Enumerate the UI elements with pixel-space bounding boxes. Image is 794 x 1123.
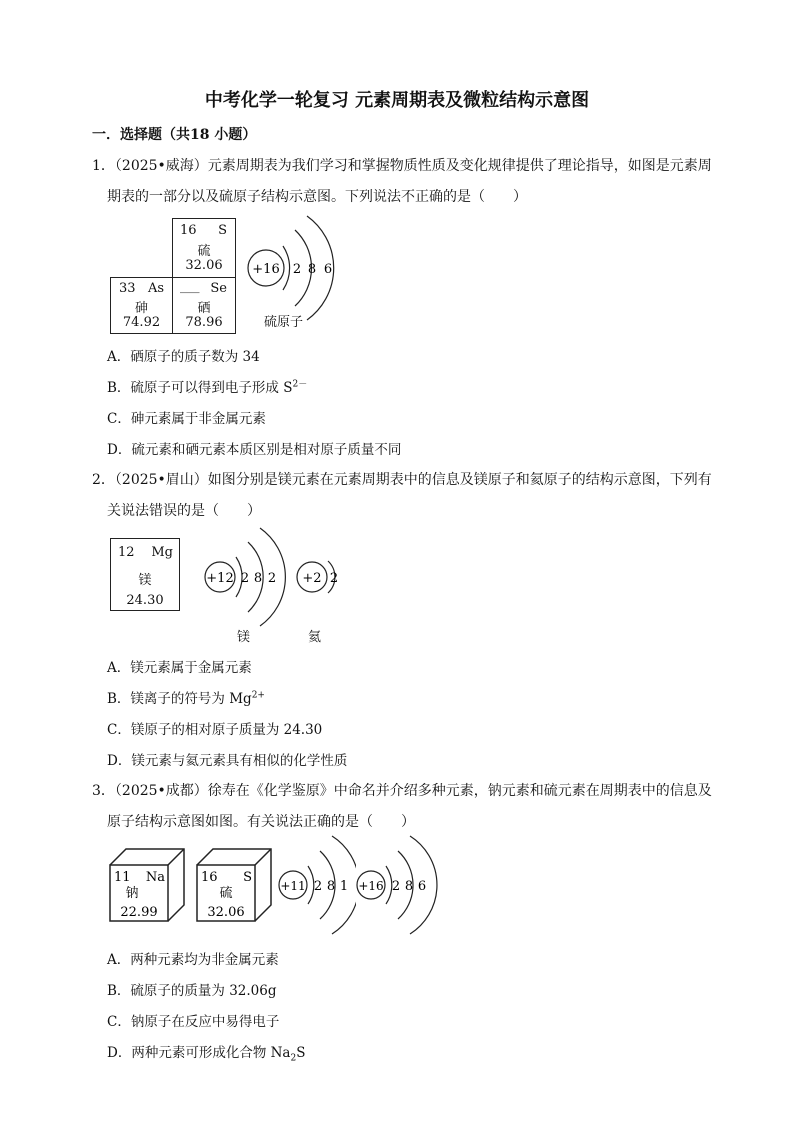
shell-electron-count: 2 xyxy=(240,571,250,586)
element-name: 硫 xyxy=(219,886,233,901)
element-name: 钠 xyxy=(125,886,139,901)
element-symbol: S xyxy=(243,870,252,885)
element-name: 硒 xyxy=(197,301,211,316)
q1-stem-line2: 期表的一部分以及硫原子结构示意图。下列说法不正确的是（ ） xyxy=(107,189,527,205)
q2-option-d: D．镁元素与氦元素具有相似的化学性质 xyxy=(107,753,348,769)
q3-option-a: A．两种元素均为非金属元素 xyxy=(107,952,279,968)
mg-label: 镁 xyxy=(237,630,251,645)
page-title: 中考化学一轮复习 元素周期表及微粒结构示意图 xyxy=(204,90,590,111)
atomic-mass: 78.96 xyxy=(185,315,223,330)
shell-electron-count: 6 xyxy=(417,879,427,894)
atomic-mass: 32.06 xyxy=(185,258,223,273)
sulfur-atom-diagram xyxy=(240,208,340,328)
element-symbol: S xyxy=(218,223,227,238)
element-cell-se xyxy=(172,277,236,334)
q1-option-d: D．硫元素和硒元素本质区别是相对原子质量不同 xyxy=(107,442,402,458)
element-symbol: As xyxy=(147,281,164,296)
atomic-number: 33 xyxy=(119,281,136,296)
element-name: 砷 xyxy=(134,301,148,316)
element-cube-s xyxy=(195,843,275,927)
shell-electron-count: 2 xyxy=(267,571,277,586)
atomic-mass: 22.99 xyxy=(120,905,158,920)
shell-electron-count: 8 xyxy=(404,879,414,894)
atomic-number-blank: ___ xyxy=(180,279,200,294)
shell-electron-count: 8 xyxy=(326,879,336,894)
q2-stem-line1: 2．（2025•眉山）如图分别是镁元素在元素周期表中的信息及镁原子和氦原子的结构示意图，下列有 xyxy=(92,472,712,488)
atomic-mass: 74.92 xyxy=(122,315,161,330)
element-symbol: Na xyxy=(145,870,165,885)
shell-electron-count: 8 xyxy=(307,262,317,277)
q2-option-b: B．镁离子的符号为 $Mg^{2+}$ xyxy=(107,690,265,707)
helium-atom-diagram xyxy=(292,552,342,604)
magnesium-atom-diagram xyxy=(200,524,290,634)
element-cell-as xyxy=(110,277,173,334)
element-cube-na xyxy=(108,843,188,927)
shell-electron-count: 2 xyxy=(391,879,401,894)
atomic-number: 11 xyxy=(114,870,131,885)
he-label: 氦 xyxy=(308,630,322,645)
atomic-number: 16 xyxy=(201,870,218,885)
q2-stem-line2: 关说法错误的是（ ） xyxy=(107,503,261,519)
q2-option-a: A．镁元素属于金属元素 xyxy=(107,660,252,676)
element-name: 镁 xyxy=(138,573,152,588)
element-cell-s xyxy=(172,218,236,278)
q3-stem-line2: 原子结构示意图如图。有关说法正确的是（ ） xyxy=(107,814,415,830)
nucleus-charge: +16 xyxy=(252,262,280,277)
element-cell-mg xyxy=(110,538,180,611)
section-header: 一．选择题（共18 小题） xyxy=(92,127,257,143)
element-name: 硫 xyxy=(197,244,211,259)
shell-electron-count: 6 xyxy=(323,262,333,277)
sulfur-atom-diagram xyxy=(354,832,438,938)
q3-option-c: C．钠原子在反应中易得电子 xyxy=(107,1014,280,1030)
nucleus-charge: +12 xyxy=(206,571,234,586)
sodium-atom-diagram xyxy=(276,832,356,938)
q1-option-c: C．砷元素属于非金属元素 xyxy=(107,411,266,427)
q1-option-b: B．硫原子可以得到电子形成 $S^{2-}$ xyxy=(107,379,308,396)
q3-option-b: B．硫原子的质量为 32.06g xyxy=(107,983,277,999)
element-symbol: Mg xyxy=(151,545,173,560)
shell-electron-count: 2 xyxy=(292,262,302,277)
nucleus-charge: +11 xyxy=(280,879,306,893)
shell-electron-count: 2 xyxy=(313,879,323,894)
atom-label: 硫原子 xyxy=(264,315,304,330)
atomic-number: 12 xyxy=(118,545,135,560)
nucleus-charge: +16 xyxy=(358,879,384,893)
atomic-number: 16 xyxy=(180,223,197,238)
element-symbol: Se xyxy=(210,281,227,296)
q3-option-d: D．两种元素可形成化合物 $Na_2S$ xyxy=(107,1045,306,1064)
shell-electron-count: 2 xyxy=(329,571,339,586)
q1-option-a: A．硒原子的质子数为 34 xyxy=(107,349,260,365)
atomic-mass: 24.30 xyxy=(126,593,164,608)
q2-option-c: C．镁原子的相对原子质量为 24.30 xyxy=(107,722,323,738)
shell-electron-count: 1 xyxy=(339,879,349,894)
nucleus-charge: +2 xyxy=(302,571,322,586)
atomic-mass: 32.06 xyxy=(207,905,245,920)
shell-electron-count: 8 xyxy=(253,571,263,586)
q1-stem-line1: 1．（2025•威海）元素周期表为我们学习和掌握物质性质及变化规律提供了理论指导，如图是元素周 xyxy=(92,158,712,174)
q3-stem-line1: 3．（2025•成都）徐寿在《化学鉴原》中命名并介绍多种元素，钠元素和硫元素在周期表中的信息及 xyxy=(92,783,712,799)
